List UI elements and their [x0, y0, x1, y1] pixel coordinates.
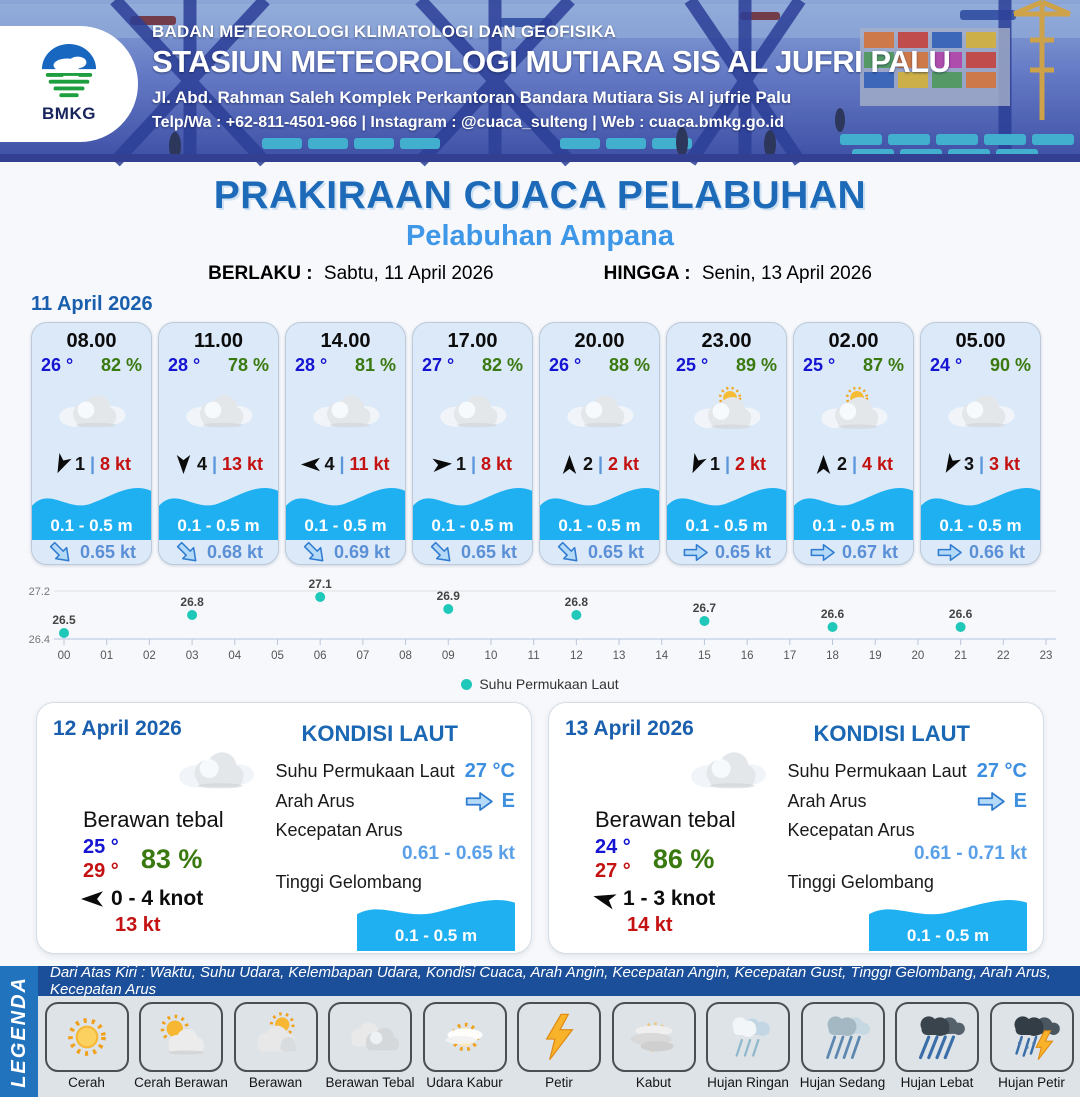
svg-text:26.8: 26.8 [564, 595, 589, 609]
current-speed-value: 0.61 - 0.71 kt [913, 843, 1027, 864]
daily-date: 12 April 2026 [53, 717, 182, 740]
separator: | [978, 453, 985, 474]
weather-condition: Berawan tebal [83, 807, 224, 832]
temp-humidity-row [32, 355, 151, 376]
svg-text:09: 09 [441, 650, 455, 662]
current-row [540, 540, 659, 564]
current-speed: 0.65 kt [79, 541, 137, 562]
separator: | [851, 453, 858, 474]
wind-direction-icon [81, 888, 103, 910]
bmkg-logo-icon [37, 44, 101, 102]
humidity: 87 % [862, 355, 904, 375]
svg-text:04: 04 [228, 650, 242, 662]
bmkg-logo [0, 26, 138, 142]
svg-text:27.2: 27.2 [28, 586, 50, 598]
svg-text:05: 05 [271, 650, 284, 662]
air-temperature: 25 ° [803, 355, 836, 375]
svg-text:13: 13 [612, 650, 626, 662]
legend-item-label: Hujan Sedang [799, 1075, 886, 1090]
wave-band [286, 480, 405, 540]
forecast-time: 11.00 [194, 330, 243, 352]
wind-direction-icon [560, 455, 579, 474]
weather-icon [685, 741, 778, 805]
svg-text:19: 19 [868, 650, 882, 662]
wave-height: 0.1 - 0.5 m [177, 516, 260, 535]
legend-item-label: Cerah [68, 1075, 105, 1090]
current-speed: 0.65 kt [460, 541, 518, 562]
station-name: STASIUN METEOROLOGI MUTIARA SIS AL JUFRI PALU [152, 44, 951, 79]
agency-name: BADAN METEOROLOGI KLIMATOLOGI DAN GEOFISIKA [152, 22, 617, 41]
svg-text:18: 18 [826, 650, 839, 662]
legend-item [702, 1002, 794, 1090]
sst-row [276, 760, 515, 783]
legend-description: Dari Atas Kiri : Waktu, Suhu Udara, Kelembapan Udara, Kondisi Cuaca, Arah Angin, Kecepatan Angin, Kecepatan Gust, Tinggi Gelombang, Arah Arus, Kecepatan Arus [38, 966, 1080, 996]
temp-humidity-row [540, 355, 659, 376]
legend-title-bar [0, 966, 38, 1097]
weather-icon [286, 376, 405, 450]
svg-text:06: 06 [313, 650, 327, 662]
humidity: 83 % [140, 843, 203, 874]
daily-forecast-card [36, 702, 532, 954]
hingga-value: Senin, 13 April 2026 [701, 263, 872, 284]
wave-height: 0.1 - 0.5 m [50, 516, 133, 535]
temp-block [83, 835, 266, 883]
current-direction-label: Arah Arus [275, 791, 355, 811]
svg-text:11: 11 [527, 650, 540, 662]
air-temperature: 26 ° [41, 355, 74, 375]
header-banner [0, 0, 1080, 162]
wave-height: 0.1 - 0.5 m [431, 516, 514, 535]
weather-icon [540, 376, 659, 450]
separator: | [724, 453, 731, 474]
current-direction-row [276, 790, 515, 813]
wind-speed: 13 kt [222, 453, 264, 474]
legend-item-label: Hujan Lebat [900, 1075, 974, 1090]
forecast-card [793, 322, 914, 565]
humidity: 81 % [354, 355, 396, 375]
station-contact: Telp/Wa : +62-811-4501-966 | Instagram : @cuaca_sulteng | Web : cuaca.bmkg.go.id [152, 114, 785, 131]
wave-band [32, 480, 151, 540]
forecast-time: 23.00 [701, 330, 752, 352]
svg-text:08: 08 [399, 650, 412, 662]
wave-height: 0.1 - 0.5 m [558, 516, 641, 535]
wave-height-box [869, 895, 1027, 951]
wind-row [794, 450, 913, 478]
svg-text:23: 23 [1039, 650, 1053, 662]
forecast-card [31, 322, 152, 565]
legend-item [608, 1002, 700, 1090]
wave-band [921, 480, 1040, 540]
svg-text:17: 17 [783, 650, 797, 662]
svg-text:10: 10 [484, 650, 498, 662]
temp-humidity-row [794, 355, 913, 376]
legend-item-label: Hujan Ringan [707, 1075, 789, 1090]
legend-section [0, 966, 1080, 1097]
current-direction-value: E [1013, 790, 1027, 812]
current-direction-icon [809, 542, 836, 563]
wave-height-value: 0.1 - 0.5 m [394, 926, 478, 945]
temp-max: 27 ° [595, 860, 631, 882]
current-direction-icon [464, 790, 494, 813]
wind-row [593, 887, 778, 911]
wind-speed: 2 kt [608, 453, 640, 474]
svg-text:12: 12 [569, 650, 583, 662]
air-temperature: 26 ° [549, 355, 582, 375]
wind-row [540, 450, 659, 478]
validity-row [0, 263, 1080, 285]
legend-weather-icon [990, 1002, 1074, 1072]
current-direction-icon [428, 542, 455, 563]
wind-row [413, 450, 532, 478]
humidity: 90 % [989, 355, 1031, 375]
air-temperature: 25 ° [676, 355, 709, 375]
daily-weather-panel [565, 717, 778, 939]
legend-weather-icon [139, 1002, 223, 1072]
weather-icon [173, 741, 266, 805]
legend-item [797, 1002, 889, 1090]
temp-humidity-row [667, 355, 786, 376]
daily-weather-panel [53, 717, 266, 939]
berlaku-label: BERLAKU : [208, 263, 313, 284]
hourly-forecast-section [0, 293, 1080, 565]
wave-height-value: 0.1 - 0.5 m [906, 926, 990, 945]
svg-text:03: 03 [185, 650, 199, 662]
wind-speed: 3 kt [989, 453, 1021, 474]
wind-range: 1 - 3 knot [623, 887, 716, 910]
gust-speed: 13 kt [115, 914, 161, 936]
wind-row [286, 450, 405, 478]
air-temperature: 24 ° [930, 355, 963, 375]
current-speed: 0.66 kt [968, 541, 1026, 562]
separator: | [339, 453, 345, 474]
wind-row [159, 450, 278, 478]
sst-label: Suhu Permukaan Laut [275, 761, 455, 781]
forecast-time: 17.00 [447, 330, 498, 352]
svg-text:15: 15 [698, 650, 711, 662]
svg-text:14: 14 [655, 650, 669, 662]
wind-force: 1 [455, 453, 466, 474]
svg-text:27.1: 27.1 [308, 577, 332, 591]
temp-min: 24 ° [595, 836, 631, 858]
wind-direction-icon [301, 455, 320, 474]
wave-height-label: Tinggi Gelombang [275, 872, 422, 892]
legend-item [41, 1002, 133, 1090]
chart-legend [20, 676, 1060, 692]
current-row [667, 540, 786, 564]
humidity: 88 % [608, 355, 650, 375]
legend-item-label: Berawan Tebal [325, 1075, 415, 1090]
station-address: Jl. Abd. Rahman Saleh Komplek Perkantoran Bandara Mutiara Sis Al jufrie Palu [152, 88, 792, 107]
legend-weather-icon [706, 1002, 790, 1072]
title-block [0, 162, 1080, 285]
wind-force: 1 [709, 453, 720, 474]
current-direction-icon [301, 542, 328, 563]
sea-condition-panel [266, 717, 515, 945]
legend-weather-icon [612, 1002, 696, 1072]
forecast-date: 11 April 2026 [31, 293, 153, 315]
weather-icon [413, 376, 532, 450]
temp-humidity-row [413, 355, 532, 376]
legend-weather-icon [423, 1002, 507, 1072]
daily-date: 13 April 2026 [565, 717, 694, 740]
svg-text:22: 22 [996, 650, 1010, 662]
wave-height-label: Tinggi Gelombang [787, 872, 934, 892]
berlaku-value: Sabtu, 11 April 2026 [323, 263, 494, 284]
legend-item-label: Udara Kabur [426, 1075, 503, 1090]
wind-row [32, 450, 151, 478]
temp-block [595, 835, 778, 883]
legend-weather-icon [517, 1002, 601, 1072]
legend-item-label: Kabut [635, 1075, 672, 1090]
wave-band [159, 480, 278, 540]
wind-force: 1 [74, 453, 85, 474]
sea-condition-title: KONDISI LAUT [813, 721, 970, 746]
current-speed: 0.69 kt [333, 541, 391, 562]
separator: | [89, 453, 96, 474]
humidity: 82 % [481, 355, 523, 375]
wind-direction-icon [941, 455, 960, 474]
current-direction-value: E [501, 790, 515, 812]
sst-value: 27 °C [464, 760, 515, 782]
current-direction-icon [976, 790, 1006, 813]
weather-icon [794, 376, 913, 450]
separator: | [597, 453, 604, 474]
forecast-card [539, 322, 660, 565]
temp-humidity-row [921, 355, 1040, 376]
weather-icon [921, 376, 1040, 450]
current-row [794, 540, 913, 564]
daily-forecast-card [548, 702, 1044, 954]
svg-text:07: 07 [356, 650, 370, 662]
wind-direction-icon [814, 455, 833, 474]
current-direction-label: Arah Arus [787, 791, 867, 811]
humidity: 89 % [735, 355, 777, 375]
air-temperature: 28 ° [168, 355, 201, 375]
legend-item-label: Hujan Petir [998, 1075, 1065, 1090]
wave-band [540, 480, 659, 540]
wind-speed: 4 kt [862, 453, 894, 474]
temp-humidity-row [159, 355, 278, 376]
current-direction-row [788, 790, 1027, 813]
wave-height-row [788, 872, 1027, 951]
current-speed-row [276, 820, 515, 865]
current-speed: 0.65 kt [714, 541, 772, 562]
legend-item [891, 1002, 983, 1090]
svg-text:26.9: 26.9 [436, 589, 460, 603]
forecast-card [412, 322, 533, 565]
page-title: PRAKIRAAN CUACA PELABUHAN [213, 174, 867, 217]
wave-height: 0.1 - 0.5 m [939, 516, 1022, 535]
current-row [32, 540, 151, 564]
legend-item [513, 1002, 605, 1090]
wind-force: 2 [836, 453, 847, 474]
wind-direction-icon [593, 888, 615, 910]
svg-text:26.4: 26.4 [28, 634, 50, 646]
wind-speed: 8 kt [100, 453, 132, 474]
wind-force: 3 [963, 453, 974, 474]
wave-height: 0.1 - 0.5 m [685, 516, 768, 535]
humidity: 78 % [227, 355, 269, 375]
separator: | [470, 453, 477, 474]
wave-height-box [357, 895, 515, 951]
forecast-card [666, 322, 787, 565]
legend-dot-icon [461, 679, 472, 690]
gust-speed: 14 kt [627, 914, 673, 936]
current-row [921, 540, 1040, 564]
svg-text:26.5: 26.5 [52, 613, 76, 627]
humidity: 82 % [100, 355, 142, 375]
wind-speed: 2 kt [735, 453, 767, 474]
svg-text:16: 16 [740, 650, 754, 662]
temp-min: 25 ° [83, 836, 119, 858]
svg-text:20: 20 [911, 650, 925, 662]
validity-until [604, 263, 872, 285]
humidity: 86 % [652, 843, 715, 874]
air-temperature: 28 ° [295, 355, 328, 375]
svg-text:26.7: 26.7 [692, 601, 717, 615]
current-speed: 0.65 kt [587, 541, 645, 562]
current-direction-icon [682, 542, 709, 563]
forecast-cards-row [31, 322, 1049, 565]
wind-speed: 8 kt [481, 453, 513, 474]
current-row [286, 540, 405, 564]
legend-item [135, 1002, 227, 1090]
legend-weather-icon [328, 1002, 412, 1072]
legend-item [230, 1002, 322, 1090]
wind-force: 2 [582, 453, 593, 474]
air-temperature: 27 ° [422, 355, 455, 375]
bmkg-logo-label: BMKG [42, 104, 96, 123]
forecast-time: 14.00 [320, 330, 371, 352]
sst-chart-section [0, 573, 1080, 692]
forecast-card [920, 322, 1041, 565]
forecast-card [158, 322, 279, 565]
wave-band [413, 480, 532, 540]
wave-band [794, 480, 913, 540]
weather-condition: Berawan tebal [595, 807, 736, 832]
current-speed: 0.68 kt [206, 541, 264, 562]
legend-item-label: Petir [545, 1075, 573, 1090]
weather-icon [159, 376, 278, 450]
wind-force: 4 [324, 453, 335, 474]
svg-text:26.6: 26.6 [820, 607, 845, 621]
legend-item [419, 1002, 511, 1090]
forecast-card [285, 322, 406, 565]
svg-text:02: 02 [142, 650, 156, 662]
legend-item-label: Cerah Berawan [134, 1075, 228, 1090]
wind-row [921, 450, 1040, 478]
forecast-time: 02.00 [828, 330, 879, 352]
current-row [159, 540, 278, 564]
svg-text:21: 21 [954, 650, 968, 662]
weather-icon [667, 376, 786, 450]
forecast-time: 20.00 [574, 330, 625, 352]
svg-text:26.6: 26.6 [948, 607, 973, 621]
legend-weather-icon [45, 1002, 129, 1072]
current-row [413, 540, 532, 564]
svg-text:26.8: 26.8 [180, 595, 204, 609]
weather-icon [32, 376, 151, 450]
legend-title: LEGENDA [7, 975, 30, 1088]
forecast-time: 05.00 [955, 330, 1006, 352]
svg-text:01: 01 [100, 650, 114, 662]
wind-force: 4 [196, 453, 207, 474]
current-speed: 0.67 kt [841, 541, 899, 562]
wind-row [667, 450, 786, 478]
separator: | [211, 453, 218, 474]
current-speed-row [788, 820, 1027, 865]
current-speed-label: Kecepatan Arus [275, 820, 403, 840]
legend-weather-icon [234, 1002, 318, 1072]
wind-direction-icon [433, 455, 452, 474]
sea-condition-panel [778, 717, 1027, 945]
current-direction-icon [936, 542, 963, 563]
legend-item-label: Berawan [248, 1075, 303, 1090]
wind-range: 0 - 4 knot [111, 887, 204, 910]
daily-forecast-section [0, 702, 1080, 954]
validity-from [208, 263, 494, 285]
wave-height: 0.1 - 0.5 m [812, 516, 895, 535]
current-direction-icon [555, 542, 582, 563]
current-direction-icon [174, 542, 201, 563]
temp-max: 29 ° [83, 860, 119, 882]
svg-text:00: 00 [57, 650, 71, 662]
legend-items-row [38, 998, 1080, 1097]
wave-height: 0.1 - 0.5 m [304, 516, 387, 535]
wave-band [667, 480, 786, 540]
chart-legend-label: Suhu Permukaan Laut [479, 676, 619, 692]
current-direction-icon [47, 542, 74, 563]
temp-humidity-row [286, 355, 405, 376]
port-name: Pelabuhan Ampana [405, 220, 675, 252]
sst-row [788, 760, 1027, 783]
legend-weather-icon [801, 1002, 885, 1072]
current-speed-label: Kecepatan Arus [787, 820, 915, 840]
hingga-label: HINGGA : [603, 263, 691, 284]
legend-item [986, 1002, 1078, 1090]
sea-condition-title: KONDISI LAUT [301, 721, 458, 746]
current-speed-value: 0.61 - 0.65 kt [401, 843, 515, 864]
wind-direction-icon [174, 455, 193, 474]
wave-height-row [276, 872, 515, 951]
wind-direction-icon [52, 455, 71, 474]
legend-item [324, 1002, 416, 1090]
wind-direction-icon [687, 455, 706, 474]
wind-speed: 11 kt [349, 453, 390, 474]
forecast-time: 08.00 [66, 330, 117, 352]
sst-label: Suhu Permukaan Laut [787, 761, 967, 781]
legend-weather-icon [895, 1002, 979, 1072]
wind-row [81, 887, 266, 911]
sst-value: 27 °C [976, 760, 1027, 782]
sst-chart [20, 573, 1060, 669]
